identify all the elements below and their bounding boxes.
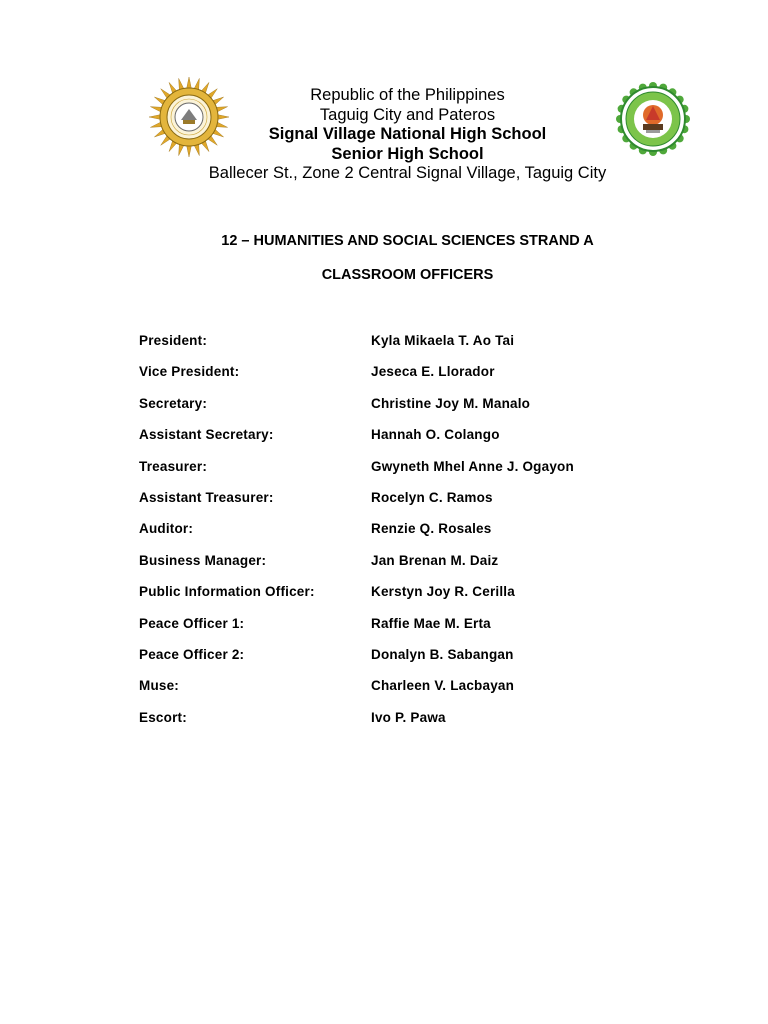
- officer-row: [139, 333, 699, 364]
- officer-row: [139, 490, 699, 521]
- officer-name: Jeseca E. Llorador: [371, 364, 495, 380]
- officer-name: Gwyneth Mhel Anne J. Ogayon: [371, 458, 574, 474]
- officer-name: Ivo P. Pawa: [371, 709, 446, 725]
- school-division: Senior High School: [331, 144, 484, 163]
- city-line: Taguig City and Pateros: [319, 105, 496, 124]
- school-address: Ballecer St., Zone 2 Central Signal Village, Taguig City: [208, 164, 607, 182]
- officer-position: Treasurer:: [139, 458, 208, 474]
- letterhead: [0, 86, 768, 184]
- officers-heading: CLASSROOM OFFICERS: [321, 267, 494, 283]
- republic-line: Republic of the Philippines: [310, 86, 505, 104]
- officer-name: Donalyn B. Sabangan: [371, 646, 514, 662]
- officer-row: [139, 678, 699, 709]
- officer-position: Assistant Treasurer:: [139, 489, 274, 505]
- officer-position: Business Manager:: [139, 552, 267, 568]
- officer-position: Vice President:: [139, 364, 240, 380]
- officer-row: [139, 427, 699, 458]
- officer-row: [139, 647, 699, 678]
- officer-row: [139, 584, 699, 615]
- officer-position: Muse:: [139, 678, 180, 694]
- officer-row: [139, 364, 699, 395]
- officer-name: Raffie Mae M. Erta: [371, 615, 491, 631]
- officer-name: Rocelyn C. Ramos: [371, 489, 493, 505]
- officer-position: Auditor:: [139, 521, 194, 537]
- officer-row: [139, 710, 699, 741]
- officer-position: Secretary:: [139, 395, 208, 411]
- officer-name: Christine Joy M. Manalo: [371, 395, 531, 411]
- officer-name: Kerstyn Joy R. Cerilla: [371, 584, 515, 600]
- officer-position: Peace Officer 1:: [139, 615, 245, 631]
- officer-row: [139, 396, 699, 427]
- officers-list: [139, 333, 699, 741]
- officer-position: Peace Officer 2:: [139, 646, 245, 662]
- officer-position: Assistant Secretary:: [139, 427, 274, 443]
- officer-position: President:: [139, 333, 208, 348]
- officer-row: [139, 553, 699, 584]
- officer-row: [139, 521, 699, 552]
- strand-title: 12 – HUMANITIES AND SOCIAL SCIENCES STRAND A: [221, 233, 594, 249]
- officer-name: Hannah O. Colango: [371, 427, 500, 443]
- officer-row: [139, 616, 699, 647]
- officer-name: Kyla Mikaela T. Ao Tai: [371, 333, 515, 348]
- officer-position: Escort:: [139, 709, 187, 725]
- officer-name: Jan Brenan M. Daiz: [371, 552, 499, 568]
- officer-name: Charleen V. Lacbayan: [371, 678, 515, 694]
- officer-position: Public Information Officer:: [139, 584, 315, 600]
- officer-name: Renzie Q. Rosales: [371, 521, 492, 537]
- school-name: Signal Village National High School: [268, 125, 547, 143]
- officer-row: [139, 459, 699, 490]
